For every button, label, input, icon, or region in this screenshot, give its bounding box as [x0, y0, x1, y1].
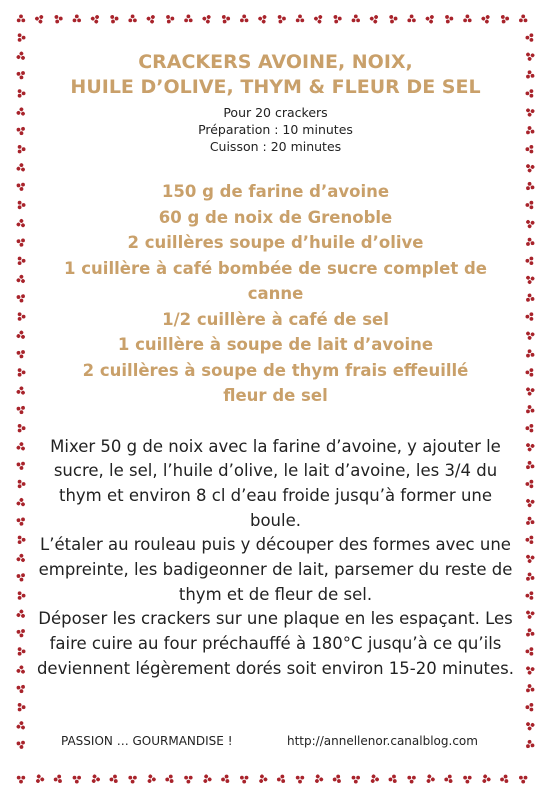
red-trefoil-motif-icon	[16, 461, 26, 470]
ingredient-item: 1 cuillère à soupe de lait d’avoine	[117, 335, 434, 354]
red-trefoil-motif-icon	[16, 553, 27, 564]
red-trefoil-motif-icon	[445, 14, 454, 24]
red-trefoil-motif-icon	[524, 106, 535, 117]
red-trefoil-motif-icon	[525, 237, 535, 246]
red-trefoil-motif-icon	[525, 181, 535, 190]
red-trefoil-motif-icon	[16, 51, 27, 62]
red-trefoil-motif-icon	[526, 591, 534, 599]
red-trefoil-motif-icon	[16, 274, 27, 285]
red-trefoil-motif-icon	[525, 404, 535, 413]
red-trefoil-motif-icon	[277, 14, 286, 24]
red-trefoil-motif-icon	[145, 774, 156, 785]
red-trefoil-motif-icon	[16, 665, 27, 676]
red-trefoil-motif-icon	[90, 13, 101, 24]
red-trefoil-motif-icon	[16, 406, 26, 415]
ingredient-item: 1 cuillère à café bombée de sucre complet de canne	[64, 258, 487, 303]
red-trefoil-motif-icon	[388, 774, 397, 784]
red-trefoil-motif-icon	[202, 13, 213, 24]
red-trefoil-motif-icon	[16, 497, 27, 508]
red-trefoil-motif-icon	[16, 238, 26, 247]
ingredient-list	[32, 179, 519, 409]
red-trefoil-motif-icon	[524, 441, 535, 452]
red-trefoil-motif-icon	[525, 683, 535, 692]
red-trefoil-motif-icon	[296, 15, 304, 23]
ingredient-item: 2 cuillères soupe d’huile d’olive	[127, 233, 424, 252]
red-trefoil-motif-icon	[16, 107, 27, 118]
red-trefoil-motif-icon	[18, 312, 26, 320]
cook-time: Cuisson : 20 minutes	[209, 139, 342, 154]
red-trefoil-motif-icon	[16, 127, 26, 136]
red-trefoil-motif-icon	[526, 257, 534, 265]
red-trefoil-motif-icon	[525, 572, 535, 581]
red-trefoil-motif-icon	[33, 774, 44, 785]
red-trefoil-motif-icon	[333, 14, 342, 24]
red-trefoil-motif-icon	[526, 424, 534, 432]
red-trefoil-motif-icon	[18, 368, 26, 376]
red-trefoil-motif-icon	[110, 14, 119, 24]
red-trefoil-motif-icon	[16, 720, 27, 731]
red-trefoil-motif-icon	[444, 774, 453, 784]
red-trefoil-motif-icon	[222, 14, 231, 24]
red-trefoil-motif-icon	[16, 573, 26, 582]
red-trefoil-motif-icon	[109, 774, 118, 784]
red-trefoil-motif-icon	[526, 647, 534, 655]
red-trefoil-motif-icon	[53, 774, 62, 784]
red-trefoil-motif-icon	[34, 13, 45, 24]
red-trefoil-motif-icon	[524, 273, 535, 284]
red-trefoil-motif-icon	[480, 774, 491, 785]
red-trefoil-motif-icon	[296, 776, 304, 784]
recipe-meta	[32, 104, 519, 155]
red-trefoil-motif-icon	[525, 293, 535, 302]
instructions	[32, 435, 519, 682]
servings: Pour 20 crackers	[223, 105, 328, 120]
red-trefoil-motif-icon	[18, 424, 26, 432]
red-trefoil-motif-icon	[526, 89, 534, 97]
red-trefoil-motif-icon	[519, 15, 527, 23]
red-trefoil-motif-icon	[89, 774, 100, 785]
red-trefoil-motif-icon	[146, 13, 157, 24]
red-trefoil-motif-icon	[201, 774, 212, 785]
red-trefoil-motif-icon	[524, 496, 535, 507]
red-trefoil-motif-icon	[369, 13, 380, 24]
red-trefoil-motif-icon	[524, 217, 535, 228]
red-trefoil-motif-icon	[18, 257, 26, 265]
red-trefoil-motif-icon	[524, 664, 535, 675]
red-trefoil-motif-icon	[166, 14, 175, 24]
instruction-step: L’étaler au rouleau puis y découper des formes avec une empreinte, les badigeonner de lait, parsemer du reste de thym et de fleur de sel.	[38, 535, 513, 604]
red-trefoil-motif-icon	[526, 145, 534, 153]
red-trefoil-motif-icon	[240, 776, 248, 784]
red-trefoil-motif-icon	[526, 201, 534, 209]
red-trefoil-motif-icon	[525, 516, 535, 525]
red-trefoil-motif-icon	[526, 703, 534, 711]
red-trefoil-motif-icon	[128, 776, 136, 784]
red-trefoil-motif-icon	[18, 480, 26, 488]
red-trefoil-motif-icon	[165, 774, 174, 784]
red-trefoil-motif-icon	[389, 14, 398, 24]
red-trefoil-motif-icon	[16, 182, 26, 191]
footer-tagline: PASSION … GOURMANDISE !	[61, 734, 233, 748]
instruction-step: Déposer les crackers sur une plaque en les espaçant. Les faire cuire au four préchauffé à 180°C jusqu’à ce qu’ils deviennent légèrement dorés soit environ 15-20 minutes.	[36, 609, 515, 678]
red-trefoil-motif-icon	[16, 294, 26, 303]
footer-url: http://annellenor.canalblog.com	[287, 734, 478, 748]
red-trefoil-motif-icon	[525, 349, 535, 358]
red-trefoil-motif-icon	[18, 201, 26, 209]
red-trefoil-motif-icon	[16, 386, 27, 397]
red-trefoil-motif-icon	[524, 608, 535, 619]
red-trefoil-motif-icon	[276, 774, 285, 784]
red-trefoil-motif-icon	[526, 33, 534, 41]
title-line-1: CRACKERS AVOINE, NOIX,	[138, 51, 413, 73]
red-trefoil-motif-icon	[16, 517, 26, 526]
red-trefoil-motif-icon	[16, 740, 26, 749]
ingredient-item: 60 g de noix de Grenoble	[158, 207, 393, 227]
instruction-step: Mixer 50 g de noix avec la farine d’avoine, y ajouter le sucre, le sel, l’huile d’olive, le lait d’avoine, les 3/4 du thym et environ 8 cl d’eau froide jusqu’à former une boule.	[50, 436, 501, 530]
ingredient-item: fleur de sel	[223, 386, 328, 405]
red-trefoil-motif-icon	[184, 776, 192, 784]
red-trefoil-motif-icon	[526, 536, 534, 544]
red-trefoil-motif-icon	[332, 774, 341, 784]
red-trefoil-motif-icon	[519, 776, 527, 784]
red-trefoil-motif-icon	[407, 776, 415, 784]
red-trefoil-motif-icon	[524, 162, 535, 173]
red-trefoil-motif-icon	[16, 71, 26, 80]
red-trefoil-motif-icon	[18, 145, 26, 153]
red-trefoil-motif-icon	[526, 480, 534, 488]
red-trefoil-motif-icon	[17, 776, 25, 784]
red-trefoil-motif-icon	[525, 739, 535, 748]
red-trefoil-motif-icon	[352, 15, 360, 23]
red-trefoil-motif-icon	[16, 330, 27, 341]
red-trefoil-motif-icon	[128, 15, 136, 23]
red-trefoil-motif-icon	[16, 162, 27, 173]
red-trefoil-motif-icon	[16, 218, 27, 229]
red-trefoil-motif-icon	[525, 125, 535, 134]
red-trefoil-motif-icon	[73, 776, 81, 784]
red-trefoil-motif-icon	[525, 460, 535, 469]
recipe-title	[32, 50, 519, 100]
red-trefoil-motif-icon	[524, 329, 535, 340]
red-trefoil-motif-icon	[526, 312, 534, 320]
ingredient-item: 1/2 cuillère à café de sel	[162, 309, 389, 329]
red-trefoil-motif-icon	[18, 703, 26, 711]
red-trefoil-motif-icon	[525, 628, 535, 637]
ingredient-item: 150 g de farine d’avoine	[161, 182, 390, 201]
red-trefoil-motif-icon	[16, 629, 26, 638]
red-trefoil-motif-icon	[16, 441, 27, 452]
red-trefoil-motif-icon	[18, 591, 26, 599]
red-trefoil-motif-icon	[425, 13, 436, 24]
red-trefoil-motif-icon	[18, 647, 26, 655]
red-trefoil-motif-icon	[184, 15, 192, 23]
red-trefoil-motif-icon	[424, 774, 435, 785]
red-trefoil-motif-icon	[257, 774, 268, 785]
red-trefoil-motif-icon	[18, 33, 26, 41]
red-trefoil-motif-icon	[18, 536, 26, 544]
red-trefoil-motif-icon	[524, 552, 535, 563]
red-trefoil-motif-icon	[524, 720, 535, 731]
red-trefoil-motif-icon	[525, 70, 535, 79]
red-trefoil-motif-icon	[312, 774, 323, 785]
red-trefoil-motif-icon	[463, 15, 471, 23]
red-trefoil-motif-icon	[352, 776, 360, 784]
red-trefoil-motif-icon	[463, 776, 471, 784]
red-trefoil-motif-icon	[16, 350, 26, 359]
red-trefoil-motif-icon	[481, 13, 492, 24]
red-trefoil-motif-icon	[499, 774, 508, 784]
red-trefoil-motif-icon	[54, 14, 63, 24]
red-trefoil-motif-icon	[368, 774, 379, 785]
ingredient-item: 2 cuillères à soupe de thym frais effeuillé	[82, 360, 469, 380]
recipe-content	[32, 50, 519, 682]
red-trefoil-motif-icon	[313, 13, 324, 24]
red-trefoil-motif-icon	[501, 14, 510, 24]
prep-time: Préparation : 10 minutes	[198, 122, 353, 137]
red-trefoil-motif-icon	[526, 368, 534, 376]
title-line-2: HUILE D’OLIVE, THYM & FLEUR DE SEL	[70, 76, 481, 98]
red-trefoil-motif-icon	[524, 385, 535, 396]
red-trefoil-motif-icon	[16, 685, 26, 694]
red-trefoil-motif-icon	[407, 15, 415, 23]
red-trefoil-motif-icon	[240, 15, 248, 23]
red-trefoil-motif-icon	[73, 15, 81, 23]
recipe-card	[12, 10, 539, 788]
red-trefoil-motif-icon	[257, 13, 268, 24]
red-trefoil-motif-icon	[16, 609, 27, 620]
red-trefoil-motif-icon	[18, 89, 26, 97]
red-trefoil-motif-icon	[524, 50, 535, 61]
red-trefoil-motif-icon	[17, 15, 25, 23]
red-trefoil-motif-icon	[220, 774, 229, 784]
